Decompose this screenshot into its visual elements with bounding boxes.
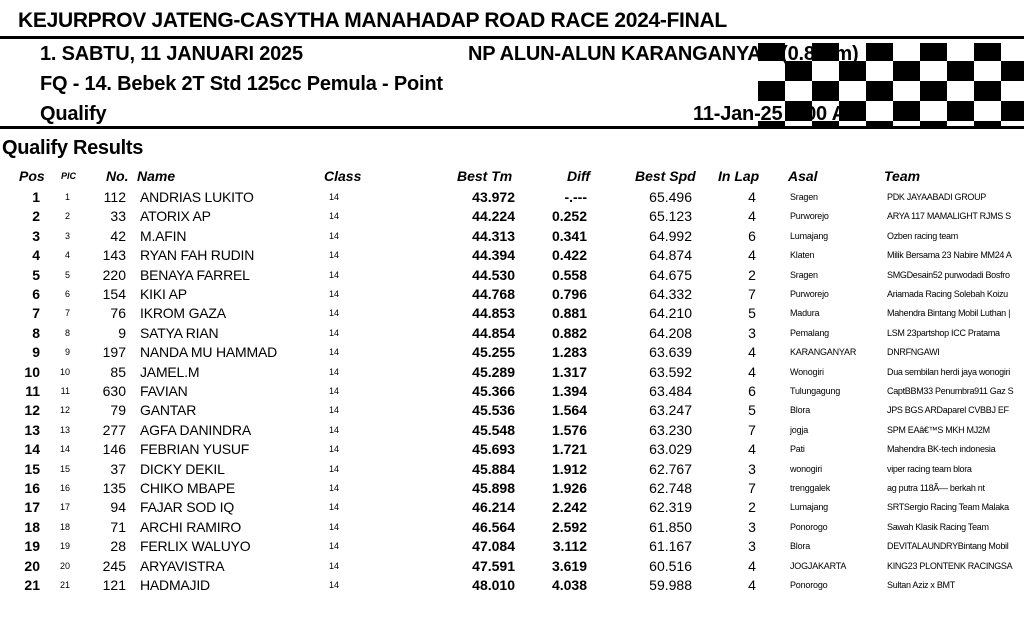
row-class: 14 — [329, 192, 340, 202]
row-class: 14 — [329, 386, 340, 396]
row-team: SMGDesain52 purwodadi Bosfro — [887, 269, 1010, 280]
row-number: 9 — [118, 324, 126, 341]
row-class: 14 — [329, 560, 340, 571]
row-best-time: 43.972 — [472, 189, 515, 205]
row-class: 14 — [329, 211, 340, 222]
row-number: 143 — [102, 247, 126, 264]
row-pic: 1 — [64, 192, 70, 202]
row-pos: 20 — [24, 557, 40, 574]
row-number: 630 — [102, 383, 126, 399]
row-in-lap: 7 — [748, 480, 756, 496]
row-class: 14 — [329, 347, 340, 358]
row-class: 14 — [329, 405, 340, 416]
row-in-lap: 7 — [748, 421, 756, 438]
row-best-time: 44.224 — [472, 208, 515, 225]
col-best-spd: Best Spd — [635, 168, 696, 184]
table-row — [0, 401, 1024, 420]
row-asal: wonogiri — [790, 463, 822, 474]
row-team: SRTSergio Racing Team Malaka — [887, 502, 1009, 513]
row-class: 14 — [329, 580, 340, 590]
row-asal: Madura — [790, 308, 820, 319]
row-best-speed: 64.992 — [649, 227, 692, 244]
row-pic: 14 — [59, 444, 70, 455]
row-diff: 0.252 — [551, 208, 587, 225]
row-pic: 5 — [64, 269, 70, 280]
row-name: IKROM GAZA — [140, 305, 226, 322]
row-pos: 10 — [24, 363, 40, 380]
row-pos: 13 — [24, 421, 40, 438]
row-diff: 0.422 — [551, 247, 587, 264]
row-best-speed: 62.767 — [649, 460, 692, 477]
row-team: DEVITALAUNDRYBintang Mobil — [887, 541, 1009, 552]
row-asal: Klaten — [790, 250, 815, 261]
flag-square — [920, 43, 947, 61]
row-pos: 2 — [32, 208, 40, 225]
row-diff: 0.341 — [551, 227, 587, 244]
table-row — [0, 188, 1024, 207]
col-best-tm: Best Tm — [457, 168, 513, 184]
row-pic: 7 — [64, 308, 70, 319]
col-name: Name — [137, 168, 176, 184]
row-best-speed: 63.247 — [649, 402, 692, 419]
row-number: 154 — [102, 286, 126, 302]
row-pos: 5 — [32, 266, 40, 283]
row-name: GANTAR — [140, 402, 197, 419]
row-in-lap: 4 — [748, 441, 756, 458]
row-number: 37 — [110, 460, 126, 477]
row-asal: JOGJAKARTA — [790, 560, 847, 571]
row-best-speed: 65.496 — [649, 189, 692, 205]
row-asal: Sragen — [790, 192, 818, 202]
row-pic: 19 — [59, 541, 70, 552]
row-asal: Ponorogo — [790, 580, 828, 590]
row-team: JPS BGS ARDaparel CVBBJ EF — [887, 405, 1009, 416]
row-class: 14 — [329, 308, 340, 319]
row-asal: Purworejo — [790, 211, 829, 222]
row-name: SATYA RIAN — [140, 324, 219, 341]
row-in-lap: 6 — [748, 383, 756, 399]
table-row — [0, 440, 1024, 459]
table-row — [0, 576, 1024, 595]
col-team: Team — [884, 168, 921, 184]
row-in-lap: 6 — [748, 227, 756, 244]
row-number: 121 — [102, 577, 126, 593]
row-in-lap: 4 — [748, 577, 756, 593]
row-team: KING23 PLONTENK RACINGSA — [887, 560, 1013, 571]
row-diff: 1.283 — [551, 344, 587, 361]
row-name: JAMEL.M — [140, 363, 200, 380]
flag-square — [974, 43, 1001, 61]
class-title: FQ - 14. Bebek 2T Std 125cc Pemula - Point — [40, 73, 443, 95]
row-best-time: 44.853 — [472, 305, 515, 322]
row-pos: 9 — [32, 344, 40, 361]
col-asal: Asal — [788, 168, 818, 184]
table-row — [0, 498, 1024, 517]
row-in-lap: 2 — [748, 266, 756, 283]
table-row — [0, 382, 1024, 401]
row-best-time: 44.530 — [472, 266, 515, 283]
row-in-lap: 2 — [748, 499, 756, 516]
row-pic: 4 — [64, 250, 70, 261]
row-best-speed: 63.484 — [649, 383, 692, 399]
row-class: 14 — [329, 463, 340, 474]
flag-square — [920, 81, 947, 101]
row-best-time: 45.693 — [472, 441, 515, 458]
row-best-speed: 61.850 — [649, 518, 692, 535]
row-name: DICKY DEKIL — [140, 460, 225, 477]
row-in-lap: 7 — [748, 286, 756, 302]
row-number: 79 — [110, 402, 126, 419]
row-best-time: 44.768 — [472, 286, 515, 302]
row-in-lap: 3 — [748, 460, 756, 477]
row-best-speed: 63.639 — [649, 344, 692, 361]
row-best-time: 45.289 — [472, 363, 515, 380]
row-team: Sawah Klasik Racing Team — [887, 521, 989, 532]
row-name: M.AFIN — [140, 227, 187, 244]
row-pos: 6 — [32, 286, 40, 302]
row-name: BENAYA FARREL — [140, 266, 250, 283]
col-pic: PIC — [61, 171, 77, 181]
row-team: DNRFNGAWI — [887, 347, 940, 358]
row-diff: 0.882 — [551, 324, 587, 341]
day-date: 1. SABTU, 11 JANUARI 2025 — [40, 43, 303, 65]
row-number: 277 — [102, 421, 126, 438]
row-in-lap: 5 — [748, 305, 756, 322]
row-asal: Blora — [790, 405, 811, 416]
row-diff: 2.592 — [551, 518, 587, 535]
row-best-time: 48.010 — [472, 577, 515, 593]
row-asal: jogja — [790, 424, 809, 435]
row-number: 28 — [110, 538, 126, 555]
row-number: 42 — [110, 227, 126, 244]
row-pos: 1 — [32, 189, 40, 205]
row-number: 76 — [110, 305, 126, 322]
row-best-time: 44.394 — [472, 247, 515, 264]
row-pos: 18 — [24, 518, 40, 535]
row-team: Milik Bersama 23 Nabire MM24 A — [887, 250, 1012, 261]
row-best-speed: 64.874 — [649, 247, 692, 264]
row-diff: 1.564 — [551, 402, 587, 419]
row-in-lap: 4 — [748, 557, 756, 574]
row-asal: Pemalang — [790, 327, 829, 338]
row-asal: Lumajang — [790, 230, 828, 241]
row-in-lap: 4 — [748, 344, 756, 361]
row-asal: Purworejo — [790, 289, 829, 299]
row-number: 245 — [102, 557, 126, 574]
row-pic: 10 — [59, 366, 70, 377]
row-best-speed: 64.675 — [649, 266, 692, 283]
venue: NP ALUN-ALUN KARANGANYAR (0.8 Km) — [468, 43, 859, 65]
row-name: FEBRIAN YUSUF — [140, 441, 250, 458]
row-team: SPM EAâ€™S MKH MJ2M — [887, 424, 990, 435]
row-best-time: 46.564 — [472, 518, 515, 535]
table-row — [0, 227, 1024, 246]
row-number: 197 — [102, 344, 126, 361]
col-in-lap: In Lap — [718, 168, 760, 184]
row-best-speed: 62.748 — [649, 480, 692, 496]
row-name: CHIKO MBAPE — [140, 480, 236, 496]
table-row — [0, 304, 1024, 323]
row-pos: 17 — [24, 499, 40, 516]
row-best-time: 45.255 — [472, 344, 515, 361]
flag-square — [866, 81, 893, 101]
flag-square — [1001, 61, 1024, 81]
row-pos: 19 — [24, 538, 40, 555]
row-pos: 14 — [24, 441, 40, 458]
row-best-speed: 63.029 — [649, 441, 692, 458]
table-row — [0, 537, 1024, 556]
row-diff: 1.576 — [551, 421, 587, 438]
row-pos: 3 — [32, 227, 40, 244]
row-diff: 0.558 — [551, 266, 587, 283]
table-row — [0, 324, 1024, 343]
row-team: PDK JAYAABADI GROUP — [887, 192, 986, 202]
row-asal: Ponorogo — [790, 521, 828, 532]
row-best-time: 44.313 — [472, 227, 515, 244]
row-pic: 20 — [59, 560, 70, 571]
row-name: NANDA MU HAMMAD — [140, 344, 278, 361]
row-best-speed: 62.319 — [649, 499, 692, 516]
row-asal: Blora — [790, 541, 811, 552]
session-timestamp: 11-Jan-25 9:00 AM — [693, 103, 863, 125]
row-name: AGFA DANINDRA — [140, 421, 251, 438]
row-team: Mahendra BK-tech indonesia — [887, 444, 996, 455]
row-team: ag putra 118Ã— berkah nt — [887, 483, 985, 493]
row-diff: 2.242 — [551, 499, 587, 516]
row-asal: Pati — [790, 444, 805, 455]
row-asal: KARANGANYAR — [790, 347, 857, 358]
row-diff: 4.038 — [551, 577, 587, 593]
row-best-time: 45.898 — [472, 480, 515, 496]
col-class: Class — [324, 168, 362, 184]
row-best-speed: 59.988 — [649, 577, 692, 593]
row-best-time: 44.854 — [472, 324, 515, 341]
row-pic: 3 — [64, 230, 70, 241]
row-number: 94 — [110, 499, 126, 516]
row-best-speed: 64.332 — [649, 286, 692, 302]
row-in-lap: 3 — [748, 518, 756, 535]
row-number: 85 — [110, 363, 126, 380]
row-team: Mahendra Bintang Mobil Luthan | — [887, 308, 1011, 319]
row-asal: Lumajang — [790, 502, 828, 513]
row-name: KIKI AP — [140, 286, 187, 302]
row-pos: 8 — [32, 324, 40, 341]
row-number: 71 — [110, 518, 126, 535]
row-class: 14 — [329, 230, 340, 241]
row-name: ANDRIAS LUKITO — [140, 189, 254, 205]
row-name: FAJAR SOD IQ — [140, 499, 235, 516]
header-rule-bottom — [0, 126, 1024, 129]
row-pic: 8 — [64, 327, 70, 338]
row-in-lap: 3 — [748, 538, 756, 555]
row-best-time: 46.214 — [472, 499, 515, 516]
row-best-time: 45.536 — [472, 402, 515, 419]
row-class: 14 — [329, 444, 340, 455]
row-name: FAVIAN — [140, 383, 188, 399]
row-class: 14 — [329, 483, 340, 493]
row-pic: 2 — [64, 211, 70, 222]
header-rule-top — [0, 36, 1024, 39]
row-asal: Wonogiri — [790, 366, 824, 377]
table-row — [0, 421, 1024, 440]
row-number: 146 — [102, 441, 126, 458]
row-diff: 1.912 — [551, 460, 587, 477]
table-row — [0, 460, 1024, 479]
row-pos: 7 — [32, 305, 40, 322]
row-name: FERLIX WALUYO — [140, 538, 251, 555]
row-diff: -.--- — [564, 189, 587, 205]
row-asal: Tulungagung — [790, 386, 841, 396]
row-pos: 15 — [24, 460, 40, 477]
row-class: 14 — [329, 327, 340, 338]
table-row — [0, 479, 1024, 498]
row-diff: 1.394 — [551, 383, 587, 399]
row-pos: 21 — [24, 577, 40, 593]
row-best-speed: 64.210 — [649, 305, 692, 322]
row-number: 135 — [102, 480, 126, 496]
flag-square — [947, 61, 974, 81]
row-best-speed: 65.123 — [649, 208, 692, 225]
row-diff: 0.881 — [551, 305, 587, 322]
row-pos: 11 — [25, 383, 40, 399]
row-asal: Sragen — [790, 269, 818, 280]
row-number: 220 — [102, 266, 126, 283]
row-name: ATORIX AP — [140, 208, 211, 225]
row-in-lap: 3 — [748, 324, 756, 341]
row-class: 14 — [329, 289, 340, 299]
col-diff: Diff — [567, 168, 591, 184]
row-class: 14 — [329, 424, 340, 435]
row-pic: 21 — [59, 580, 70, 590]
row-pos: 12 — [24, 402, 40, 419]
row-pic: 12 — [59, 405, 70, 416]
col-pos: Pos — [19, 168, 45, 184]
row-diff: 1.926 — [551, 480, 587, 496]
row-in-lap: 4 — [748, 247, 756, 264]
row-class: 14 — [329, 269, 340, 280]
row-name: RYAN FAH RUDIN — [140, 247, 255, 264]
row-team: Dua sembilan herdi jaya wonogiri — [887, 366, 1010, 377]
flag-square — [893, 101, 920, 121]
row-team: LSM 23partshop ICC Pratama — [887, 327, 1000, 338]
row-pic: 13 — [59, 424, 70, 435]
row-best-time: 47.084 — [472, 538, 515, 555]
row-pic: 6 — [64, 289, 70, 299]
row-best-time: 45.548 — [472, 421, 515, 438]
row-diff: 1.317 — [551, 363, 587, 380]
row-best-time: 45.884 — [472, 460, 515, 477]
row-team: Ariamada Racing Solebah Koizu — [887, 289, 1008, 299]
row-best-speed: 63.230 — [649, 421, 692, 438]
table-row — [0, 363, 1024, 382]
row-class: 14 — [329, 541, 340, 552]
row-best-speed: 63.592 — [649, 363, 692, 380]
row-best-time: 45.366 — [472, 383, 515, 399]
row-team: ARYA 117 MAMALIGHT RJMS S — [887, 211, 1011, 222]
row-in-lap: 4 — [748, 363, 756, 380]
row-best-time: 47.591 — [472, 557, 515, 574]
row-diff: 0.796 — [551, 286, 587, 302]
flag-square — [974, 81, 1001, 101]
row-name: ARCHI RAMIRO — [140, 518, 242, 535]
event-title: KEJURPROV JATENG-CASYTHA MANAHADAP ROAD RACE 2024-FINAL — [18, 9, 727, 32]
row-class: 14 — [329, 250, 340, 261]
row-pic: 9 — [64, 347, 70, 358]
row-number: 33 — [110, 208, 126, 225]
row-pos: 4 — [32, 247, 40, 264]
row-pos: 16 — [24, 480, 40, 496]
table-row — [0, 343, 1024, 362]
table-row — [0, 285, 1024, 304]
table-row — [0, 207, 1024, 226]
flag-square — [758, 81, 785, 101]
flag-square — [947, 101, 974, 121]
row-best-speed: 60.516 — [649, 557, 692, 574]
section-title: Qualify Results — [2, 137, 144, 159]
flag-square — [1001, 101, 1024, 121]
row-diff: 3.112 — [552, 538, 587, 555]
row-team: CaptBBM33 Penumbra911 Gaz S — [887, 386, 1014, 396]
row-pic: 17 — [59, 502, 70, 513]
row-class: 14 — [329, 502, 340, 513]
row-team: Sultan Aziz x BMT — [887, 580, 955, 590]
flag-square — [812, 81, 839, 101]
row-best-speed: 64.208 — [649, 324, 692, 341]
row-class: 14 — [329, 521, 340, 532]
flag-square — [893, 61, 920, 81]
row-name: ARYAVISTRA — [140, 557, 225, 574]
row-in-lap: 4 — [748, 189, 756, 205]
row-name: HADMAJID — [140, 577, 210, 593]
row-pic: 16 — [59, 483, 70, 493]
row-pic: 11 — [60, 386, 70, 396]
row-best-speed: 61.167 — [649, 538, 692, 555]
row-class: 14 — [329, 366, 340, 377]
row-team: Ozben racing team — [887, 230, 958, 241]
flag-square — [866, 43, 893, 61]
row-in-lap: 4 — [748, 208, 756, 225]
row-pic: 15 — [59, 463, 70, 474]
table-row — [0, 557, 1024, 576]
col-no: No. — [106, 168, 129, 184]
row-asal: trenggalek — [790, 483, 831, 493]
row-number: 112 — [103, 189, 126, 205]
table-row — [0, 266, 1024, 285]
table-row — [0, 246, 1024, 265]
session-name: Qualify — [40, 103, 107, 125]
row-pic: 18 — [59, 521, 70, 532]
row-in-lap: 5 — [748, 402, 756, 419]
row-team: viper racing team blora — [887, 463, 972, 474]
row-diff: 3.619 — [551, 557, 587, 574]
table-row — [0, 518, 1024, 537]
row-diff: 1.721 — [551, 441, 587, 458]
